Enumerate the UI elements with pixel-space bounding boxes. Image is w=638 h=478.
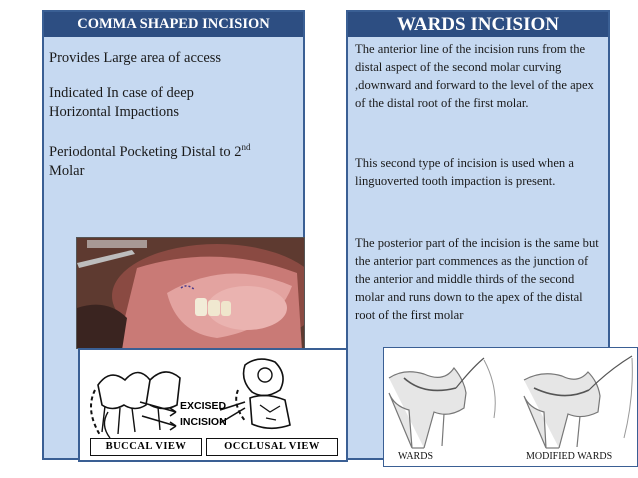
wards-teeth-figure (383, 347, 638, 467)
wards-paragraph-1: The anterior line of the incision runs from the distal aspect of the second molar curving ,downward and forward to the level of the apex of the distal root of the first molar. (355, 42, 594, 110)
wards-paragraph-2: This second type of incision is used when a linguoverted tooth impaction is present. (355, 156, 574, 188)
periodontal-text: Periodontal Pocketing Distal to 2 (49, 143, 242, 160)
clinical-photo (76, 237, 305, 349)
occlusal-view-label: OCCLUSAL VIEW (206, 438, 338, 456)
wards-teeth-image (384, 348, 637, 466)
periodontal-text-end: Molar (49, 162, 85, 179)
incision-diagram (78, 348, 348, 462)
buccal-view-label: BUCCAL VIEW (90, 438, 202, 456)
excised-label: EXCISED (180, 400, 227, 412)
clinical-photo-image (77, 238, 305, 349)
indication-point: Indicated In case of deep Horizontal Impactions (49, 85, 194, 120)
modified-wards-caption: MODIFIED WARDS (526, 451, 613, 462)
wards-paragraph-3: The posterior part of the incision is the same but the anterior part commences as the junction of the anterior and middle thirds of the second molar and runs down to the apex of the distal root of the first molar (355, 236, 599, 322)
periodontal-superscript: nd (241, 142, 251, 152)
periodontal-point (49, 138, 299, 181)
incision-label: INCISION (180, 416, 227, 428)
wards-caption: WARDS (398, 451, 434, 462)
comma-incision-header: COMMA SHAPED INCISION (44, 12, 303, 37)
wards-incision-header: WARDS INCISION (348, 12, 608, 37)
access-point: Provides Large area of access (49, 50, 222, 66)
